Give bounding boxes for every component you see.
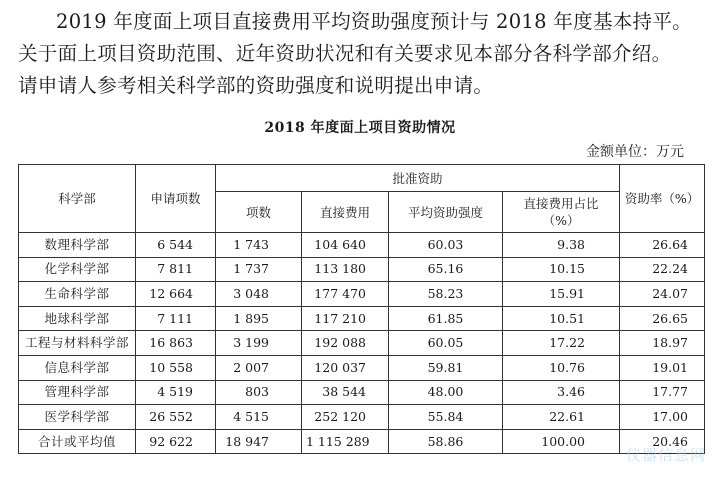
cell-fund-rate: 20.46: [620, 429, 705, 454]
cell-avg-intensity: 60.03: [389, 233, 503, 258]
cell-avg-intensity: 55.84: [389, 405, 503, 430]
cell-count: 1 895: [216, 306, 302, 331]
cell-direct-ratio: 17.22: [503, 331, 620, 356]
cell-applications: 7 811: [136, 257, 216, 282]
intro-paragraph: [18, 6, 708, 102]
cell-applications: 10 558: [136, 355, 216, 380]
header-direct-cost: 直接费用: [302, 192, 389, 233]
header-applications: 申请项数: [136, 165, 216, 233]
cell-department: 医学科学部: [19, 405, 136, 430]
header-direct-ratio-line1: 直接费用占比: [523, 196, 599, 211]
cell-count: 18 947: [216, 429, 302, 454]
cell-direct-cost: 38 544: [302, 380, 389, 405]
cell-direct-ratio: 15.91: [503, 282, 620, 307]
cell-applications: 12 664: [136, 282, 216, 307]
cell-fund-rate: 17.00: [620, 405, 705, 430]
cell-department: 工程与材料科学部: [19, 331, 136, 356]
cell-applications: 7 111: [136, 306, 216, 331]
intro-line-2: 关于面上项目资助范围、近年资助状况和有关要求见本部分各科学部介绍。: [18, 42, 672, 65]
cell-count: 1 743: [216, 233, 302, 258]
header-fund-rate: 资助率（%）: [620, 165, 705, 233]
cell-direct-cost: 117 210: [302, 306, 389, 331]
cell-direct-ratio: 9.38: [503, 233, 620, 258]
funding-table: [18, 164, 705, 454]
table-row: [19, 380, 705, 405]
cell-fund-rate: 22.24: [620, 257, 705, 282]
cell-count: 1 737: [216, 257, 302, 282]
cell-avg-intensity: 58.86: [389, 429, 503, 454]
cell-direct-ratio: 100.00: [503, 429, 620, 454]
cell-direct-ratio: 3.46: [503, 380, 620, 405]
cell-fund-rate: 17.77: [620, 380, 705, 405]
cell-applications: 26 552: [136, 405, 216, 430]
cell-avg-intensity: 48.00: [389, 380, 503, 405]
amount-unit-note: 金额单位：万元: [586, 144, 684, 160]
cell-applications: 16 863: [136, 331, 216, 356]
cell-department: 生命科学部: [19, 282, 136, 307]
header-direct-ratio-line2: （%）: [542, 213, 580, 228]
table-row: [19, 355, 705, 380]
cell-avg-intensity: 58.23: [389, 282, 503, 307]
cell-count: 2 007: [216, 355, 302, 380]
cell-applications: 92 622: [136, 429, 216, 454]
cell-direct-ratio: 10.15: [503, 257, 620, 282]
cell-direct-cost: 113 180: [302, 257, 389, 282]
cell-department: 管理科学部: [19, 380, 136, 405]
cell-direct-cost: 177 470: [302, 282, 389, 307]
table-row: [19, 331, 705, 356]
cell-direct-cost: 104 640: [302, 233, 389, 258]
cell-department: 数理科学部: [19, 233, 136, 258]
table-row: [19, 233, 705, 258]
cell-fund-rate: 26.64: [620, 233, 705, 258]
table-row: [19, 405, 705, 430]
cell-count: 4 515: [216, 405, 302, 430]
cell-direct-cost: 252 120: [302, 405, 389, 430]
cell-avg-intensity: 61.85: [389, 306, 503, 331]
cell-fund-rate: 19.01: [620, 355, 705, 380]
cell-direct-cost: 120 037: [302, 355, 389, 380]
cell-avg-intensity: 60.05: [389, 331, 503, 356]
watermark-logo: 仪器信息网: [625, 446, 706, 464]
cell-department: 合计或平均值: [19, 429, 136, 454]
cell-applications: 4 519: [136, 380, 216, 405]
cell-direct-cost: 192 088: [302, 331, 389, 356]
cell-fund-rate: 26.65: [620, 306, 705, 331]
cell-department: 信息科学部: [19, 355, 136, 380]
cell-direct-ratio: 10.76: [503, 355, 620, 380]
cell-avg-intensity: 59.81: [389, 355, 503, 380]
cell-count: 803: [216, 380, 302, 405]
cell-direct-ratio: 10.51: [503, 306, 620, 331]
cell-fund-rate: 24.07: [620, 282, 705, 307]
intro-line-1: 2019 年度面上项目直接费用平均资助强度预计与 2018 年度基本持平。: [56, 10, 692, 33]
cell-fund-rate: 18.97: [620, 331, 705, 356]
cell-applications: 6 544: [136, 233, 216, 258]
header-approved-group: 批准资助: [216, 165, 620, 192]
table-title: 2018 年度面上项目资助情况: [264, 120, 456, 136]
cell-department: 化学科学部: [19, 257, 136, 282]
header-avg-intensity: 平均资助强度: [389, 192, 503, 233]
header-count: 项数: [216, 192, 302, 233]
table-row-total: [19, 429, 705, 454]
cell-direct-cost: 1 115 289: [302, 429, 389, 454]
header-department: 科学部: [19, 165, 136, 233]
table-row: [19, 257, 705, 282]
cell-department: 地球科学部: [19, 306, 136, 331]
cell-direct-ratio: 22.61: [503, 405, 620, 430]
cell-count: 3 199: [216, 331, 302, 356]
table-row: [19, 306, 705, 331]
cell-avg-intensity: 65.16: [389, 257, 503, 282]
header-direct-ratio: [503, 192, 620, 233]
table-row: [19, 282, 705, 307]
cell-count: 3 048: [216, 282, 302, 307]
intro-line-3: 请申请人参考相关科学部的资助强度和说明提出申请。: [18, 74, 494, 97]
